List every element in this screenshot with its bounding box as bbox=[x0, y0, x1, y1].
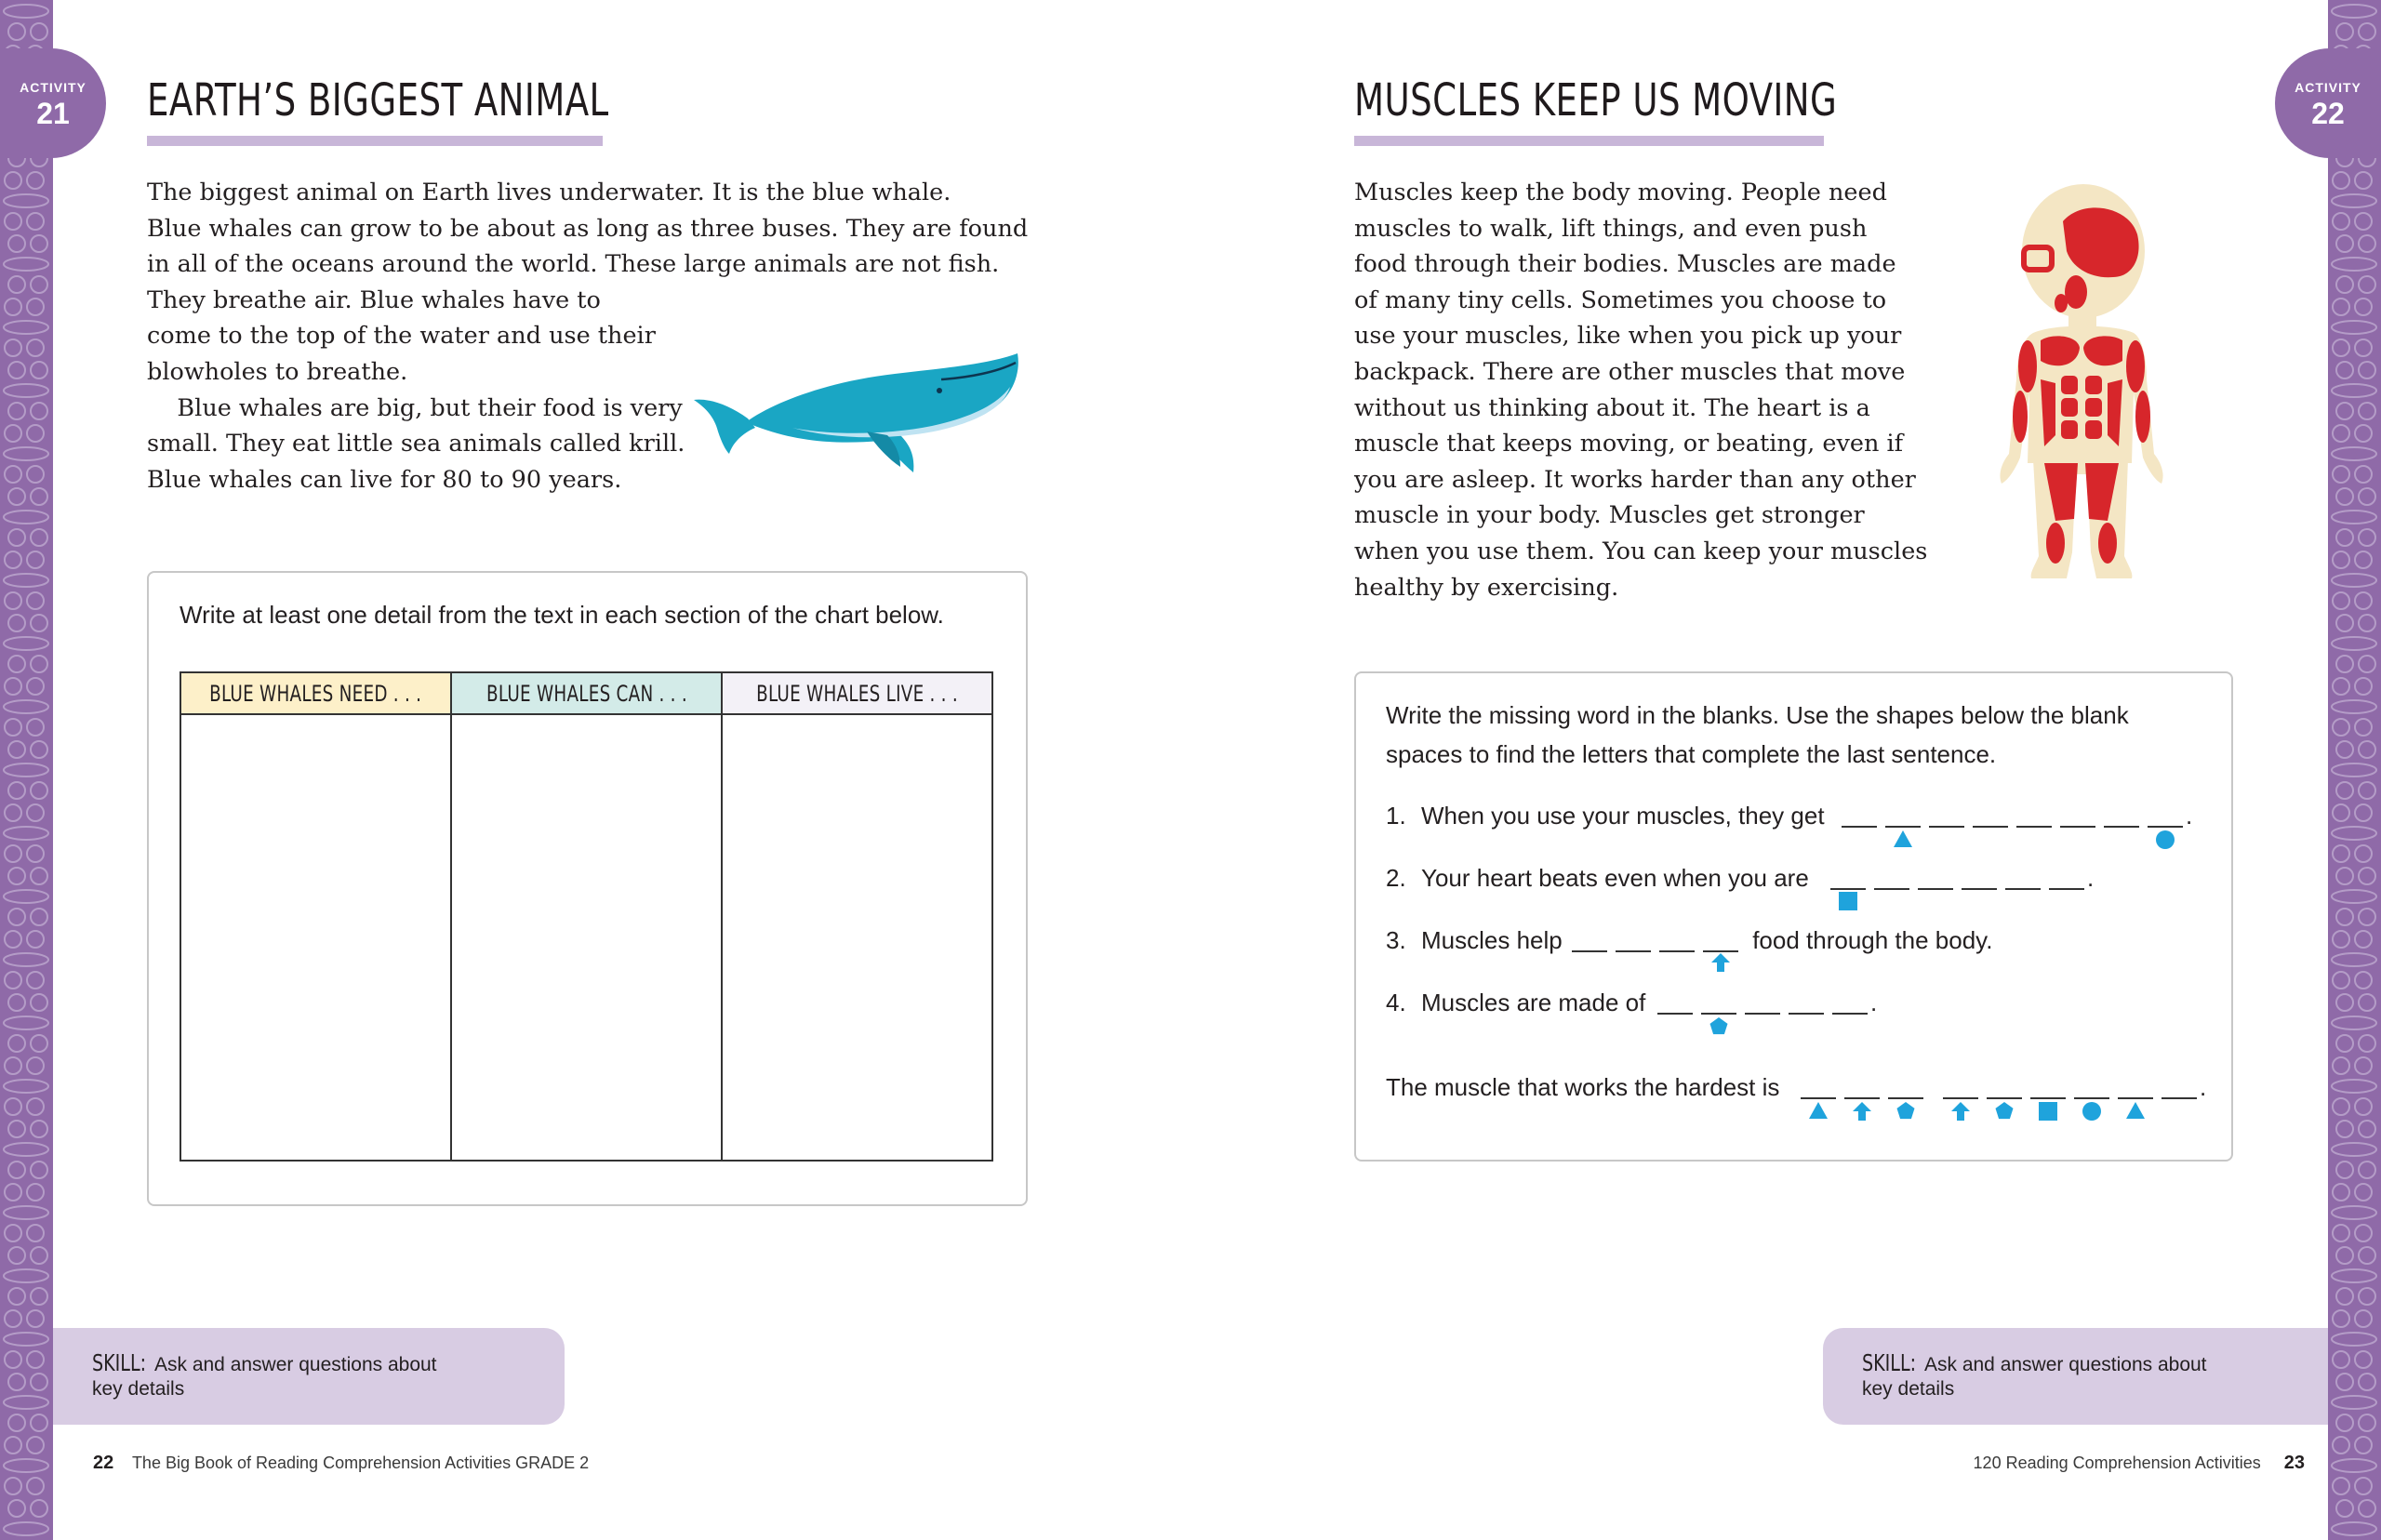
chart-column-live bbox=[723, 673, 991, 1160]
skill-text-line2: key details bbox=[92, 1378, 185, 1400]
passage-line: when you use them. You can keep your muscles bbox=[1354, 537, 1928, 565]
bubble-pattern-left bbox=[0, 0, 53, 1540]
muscles-passage bbox=[1354, 175, 1927, 605]
question-1: 1. When you use your muscles, they get bbox=[1386, 802, 1825, 830]
letter-blank[interactable] bbox=[2060, 826, 2095, 828]
skill-label: SKILL: bbox=[92, 1349, 147, 1376]
passage-line: of many tiny cells. Sometimes you choose to bbox=[1354, 285, 1887, 314]
chart-instruction: Write at least one detail from the text in each section of the chart below. bbox=[180, 601, 944, 629]
question-3: 3. Muscles help food through the body. bbox=[1386, 926, 1993, 954]
blanks-instruction: Write the missing word in the blanks. Use the shapes below the blank spaces to find the letters that complete the last sentence. bbox=[1386, 701, 2129, 768]
title-underline bbox=[1354, 136, 1824, 146]
passage-line: without us thinking about it. The heart is a bbox=[1354, 393, 1870, 422]
letter-blank[interactable] bbox=[2162, 1097, 2197, 1099]
chart-cell-live[interactable] bbox=[723, 715, 991, 1160]
final-sentence: The muscle that works the hardest is bbox=[1386, 1073, 1780, 1101]
passage-line: backpack. There are other muscles that move bbox=[1354, 357, 1906, 386]
letter-blank[interactable] bbox=[1830, 888, 1866, 890]
passage-line: Blue whales can live for 80 to 90 years. bbox=[147, 465, 622, 494]
letter-blank[interactable] bbox=[1918, 888, 1953, 890]
passage-line: muscle that keeps moving, or beating, even if bbox=[1354, 430, 1904, 458]
right-decorative-strip bbox=[2328, 0, 2381, 1540]
chart-header-can: BLUE WHALES CAN . . . bbox=[452, 673, 721, 715]
passage-line: you are asleep. It works harder than any other bbox=[1354, 465, 1916, 494]
letter-blank[interactable] bbox=[1703, 950, 1738, 952]
passage-line: Blue whales can grow to be about as long as three buses. They are found bbox=[147, 214, 1029, 243]
skill-text-line2: key details bbox=[1862, 1378, 1955, 1400]
passage-line: use your muscles, like when you pick up your bbox=[1354, 322, 1902, 351]
left-decorative-strip bbox=[0, 0, 53, 1540]
passage-line: The biggest animal on Earth lives underwater. It is the blue whale. bbox=[147, 179, 951, 206]
details-chart bbox=[180, 671, 993, 1162]
skill-text-line1: Ask and answer questions about bbox=[1923, 1354, 2207, 1375]
letter-blank[interactable] bbox=[1745, 1013, 1780, 1015]
passage-line: They breathe air. Blue whales have to bbox=[147, 285, 601, 314]
letter-blank[interactable] bbox=[1929, 826, 1964, 828]
letter-blank[interactable] bbox=[1832, 1013, 1868, 1015]
sentence-period: . bbox=[2087, 864, 2095, 892]
letter-blank[interactable] bbox=[1943, 1097, 1978, 1099]
page-number: 23 bbox=[2283, 1453, 2305, 1473]
letter-blank[interactable] bbox=[1657, 1013, 1693, 1015]
title-underline bbox=[147, 136, 603, 146]
activity-number: 21 bbox=[36, 97, 70, 130]
letter-blank[interactable] bbox=[2104, 826, 2139, 828]
passage-line: small. They eat little sea animals called krill. bbox=[147, 430, 685, 458]
letter-blank[interactable] bbox=[1801, 1097, 1836, 1099]
letter-blank[interactable] bbox=[1572, 950, 1607, 952]
question-4: 4. Muscles are made of bbox=[1386, 989, 1646, 1016]
passage-line: come to the top of the water and use their bbox=[147, 322, 656, 351]
letter-blank[interactable] bbox=[1885, 826, 1921, 828]
passage-line: muscles to walk, lift things, and even push bbox=[1354, 214, 1868, 243]
skill-box-left bbox=[53, 1328, 565, 1425]
letter-blank[interactable] bbox=[2148, 826, 2183, 828]
letter-blank[interactable] bbox=[1701, 1013, 1736, 1015]
letter-blank[interactable] bbox=[2049, 888, 2084, 890]
chart-cell-can[interactable] bbox=[452, 715, 721, 1160]
passage-line: food through their bodies. Muscles are made bbox=[1354, 250, 1896, 279]
passage-line: muscle in your body. Muscles get stronger bbox=[1354, 501, 1865, 530]
letter-blank[interactable] bbox=[2118, 1097, 2153, 1099]
activity-badge-22 bbox=[2275, 48, 2381, 158]
letter-blank[interactable] bbox=[1888, 1097, 1923, 1099]
activity-number: 22 bbox=[2311, 97, 2345, 130]
sentence-period: . bbox=[2200, 1073, 2207, 1101]
muscle-body-icon bbox=[1979, 184, 2184, 582]
chart-column-can bbox=[452, 673, 723, 1160]
passage-line: Muscles keep the body moving. People need bbox=[1354, 179, 1887, 206]
letter-blank[interactable] bbox=[2030, 1097, 2066, 1099]
footer-left bbox=[93, 1453, 589, 1474]
activity-badge-21 bbox=[0, 48, 106, 158]
letter-blank[interactable] bbox=[2016, 826, 2052, 828]
page-number: 22 bbox=[93, 1453, 114, 1473]
bubble-pattern-right bbox=[2328, 0, 2381, 1540]
letter-blank[interactable] bbox=[1874, 888, 1909, 890]
passage-line: in all of the oceans around the world. These large animals are not fish. bbox=[147, 250, 1000, 279]
chart-header-live: BLUE WHALES LIVE . . . bbox=[723, 673, 991, 715]
skill-text-line1: Ask and answer questions about bbox=[153, 1354, 437, 1375]
letter-blank[interactable] bbox=[1973, 826, 2008, 828]
letter-blank[interactable] bbox=[2005, 888, 2041, 890]
chart-column-need bbox=[181, 673, 452, 1160]
book-title: The Big Book of Reading Comprehension Activities GRADE 2 bbox=[131, 1454, 590, 1472]
chart-cell-need[interactable] bbox=[181, 715, 450, 1160]
book-title: 120 Reading Comprehension Activities bbox=[1973, 1454, 2261, 1472]
activity-label: ACTIVITY bbox=[2295, 80, 2361, 95]
footer-right bbox=[1974, 1453, 2305, 1474]
passage-line: healthy by exercising. bbox=[1354, 573, 1619, 602]
page-title: MUSCLES KEEP US MOVING bbox=[1354, 74, 1838, 126]
letter-blank[interactable] bbox=[2074, 1097, 2109, 1099]
skill-box-right bbox=[1823, 1328, 2328, 1425]
sentence-period: . bbox=[1870, 989, 1878, 1016]
activity-label: ACTIVITY bbox=[20, 80, 86, 95]
letter-blank[interactable] bbox=[1842, 826, 1877, 828]
passage-line: blowholes to breathe. bbox=[147, 357, 408, 386]
letter-blank[interactable] bbox=[1844, 1097, 1880, 1099]
letter-blank[interactable] bbox=[1789, 1013, 1824, 1015]
page-title: EARTH’S BIGGEST ANIMAL bbox=[147, 74, 609, 126]
letter-blank[interactable] bbox=[1659, 950, 1695, 952]
letter-blank[interactable] bbox=[1987, 1097, 2022, 1099]
sentence-period: . bbox=[2186, 802, 2193, 830]
letter-blank[interactable] bbox=[1962, 888, 1997, 890]
question-2: 2. Your heart beats even when you are bbox=[1386, 864, 1809, 892]
chart-header-need: BLUE WHALES NEED . . . bbox=[181, 673, 450, 715]
skill-label: SKILL: bbox=[1862, 1349, 1917, 1376]
blue-whale-icon bbox=[690, 346, 1025, 476]
passage-line: Blue whales are big, but their food is very bbox=[147, 393, 683, 422]
letter-blank[interactable] bbox=[1616, 950, 1651, 952]
